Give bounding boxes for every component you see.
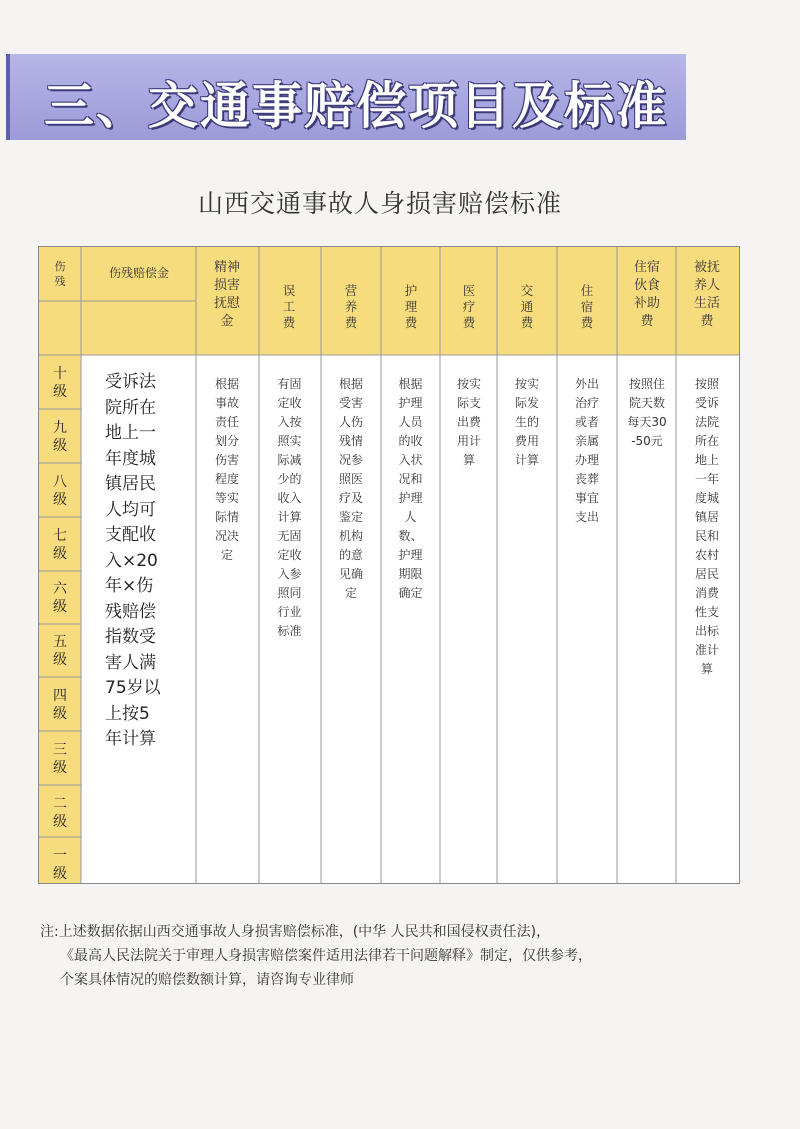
table-title: 山西交通事故人身损害赔偿标准: [197, 189, 562, 218]
level-2: 二级: [53, 796, 67, 830]
title-banner: [6, 54, 686, 140]
header-medical: 医疗费: [462, 283, 476, 330]
header-lost-work: 误工费: [282, 283, 296, 330]
level-6: 六级: [53, 581, 67, 615]
footnote: [40, 920, 780, 992]
cell-board: 按照住院天数每天30-50元: [627, 377, 667, 448]
cell-medical: 按实际支出费用计算: [456, 377, 481, 467]
footnote-line-2: 《最高人民法院关于审理人身损害赔偿案件适用法律若干问题解释》制定，仅供参考，: [60, 948, 592, 964]
header-dependent: 被抚养人生活费: [693, 260, 720, 329]
level-8: 八级: [53, 474, 67, 508]
level-3: 三级: [53, 742, 67, 776]
header-board: 住宿伙食补助费: [633, 260, 660, 329]
level-9: 九级: [53, 420, 67, 454]
level-10: 十级: [53, 366, 67, 400]
cell-mental: 根据事故责任划分伤害程度等实际情况决定: [214, 377, 239, 562]
header-disability: 伤残赔偿金: [108, 266, 169, 280]
header-level: 伤残: [54, 260, 66, 288]
cell-disability: 受诉法院所在地上一年度城镇居民人均可支配收入×20年×伤残赔偿指数受害人满75岁以上按5年计算: [105, 372, 161, 749]
cell-nutrition: 根据受害人伤残情况参照医疗及鉴定机构的意见确定: [338, 377, 363, 600]
level-1: 一级: [53, 848, 67, 882]
cell-lost-work: 有固定收入按照实际减少的收入计算无固定收入参照同行业标准: [277, 377, 302, 638]
cell-nursing: 根据护理人员的收入状况和护理人数、护理期限确定: [398, 377, 423, 600]
page-title: 三、交通事赔偿项目及标准: [44, 77, 668, 135]
footnote-line-1: 注:上述数据依据山西交通事故人身损害赔偿标准，(中华 人民共和国侵权责任法)，: [40, 924, 551, 940]
cell-lodging: 外出治疗或者亲属办理丧葬事宜支出: [574, 377, 599, 524]
header-nursing: 护理费: [404, 283, 418, 330]
header-mental: 精神损害抚慰金: [213, 260, 240, 329]
header-transport: 交通费: [520, 283, 534, 330]
level-7: 七级: [53, 528, 67, 562]
cell-transport: 按实际发生的费用计算: [514, 377, 539, 467]
level-5: 五级: [53, 634, 67, 668]
footnote-line-3: 个案具体情况的赔偿数额计算，请咨询专业律师: [60, 972, 354, 988]
cell-dependent: 按照受诉法院所在地上一年度城镇居民和农村居民消费性支出标准计算: [694, 377, 719, 676]
header-lodging: 住宿费: [580, 283, 594, 330]
header-nutrition: 营养费: [344, 283, 358, 330]
compensation-table: [38, 246, 740, 884]
level-4: 四级: [53, 688, 67, 722]
